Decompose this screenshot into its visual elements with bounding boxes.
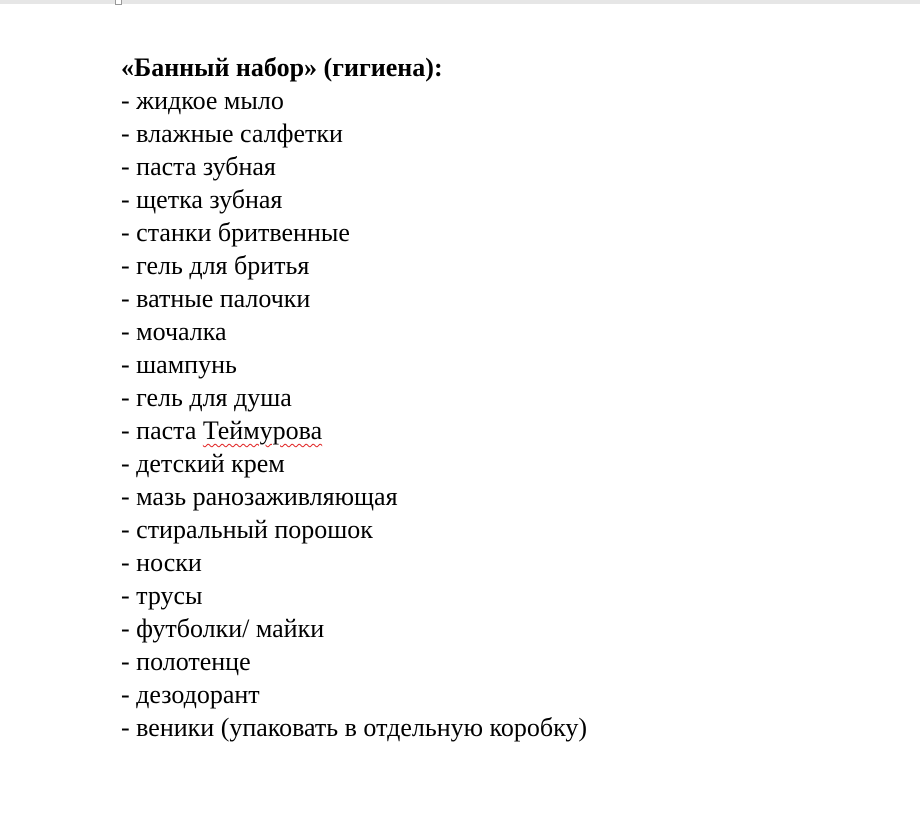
list-item: - шампунь bbox=[121, 350, 237, 379]
list-item: - жидкое мыло bbox=[121, 86, 284, 115]
list-item: - мочалка bbox=[121, 317, 227, 346]
list-item: - полотенце bbox=[121, 647, 251, 676]
list-item: - трусы bbox=[121, 581, 203, 610]
list-item: - мазь ранозаживляющая bbox=[121, 482, 398, 511]
list-item: - футболки/ майки bbox=[121, 614, 325, 643]
spellcheck-flagged-word[interactable]: Теймурова bbox=[202, 416, 323, 445]
list-item: - гель для душа bbox=[121, 383, 292, 412]
document-body[interactable] bbox=[121, 51, 587, 744]
list-item: - ватные палочки bbox=[121, 284, 311, 313]
list-item: - детский крем bbox=[121, 449, 285, 478]
list-item: - носки bbox=[121, 548, 202, 577]
list-item: - паста Теймурова bbox=[121, 416, 323, 445]
indent-marker[interactable] bbox=[115, 0, 122, 5]
list-item: - станки бритвенные bbox=[121, 218, 350, 247]
list-item: - влажные салфетки bbox=[121, 119, 343, 148]
list-item: - стиральный порошок bbox=[121, 515, 373, 544]
ruler-bar bbox=[0, 0, 920, 4]
list-item: - веники (упаковать в отдельную коробку) bbox=[121, 713, 587, 742]
document-heading: «Банный набор» (гигиена): bbox=[121, 53, 443, 82]
list-item: - паста зубная bbox=[121, 152, 276, 181]
list-item: - щетка зубная bbox=[121, 185, 283, 214]
item-list bbox=[121, 84, 587, 744]
list-item: - гель для бритья bbox=[121, 251, 310, 280]
list-item: - дезодорант bbox=[121, 680, 260, 709]
